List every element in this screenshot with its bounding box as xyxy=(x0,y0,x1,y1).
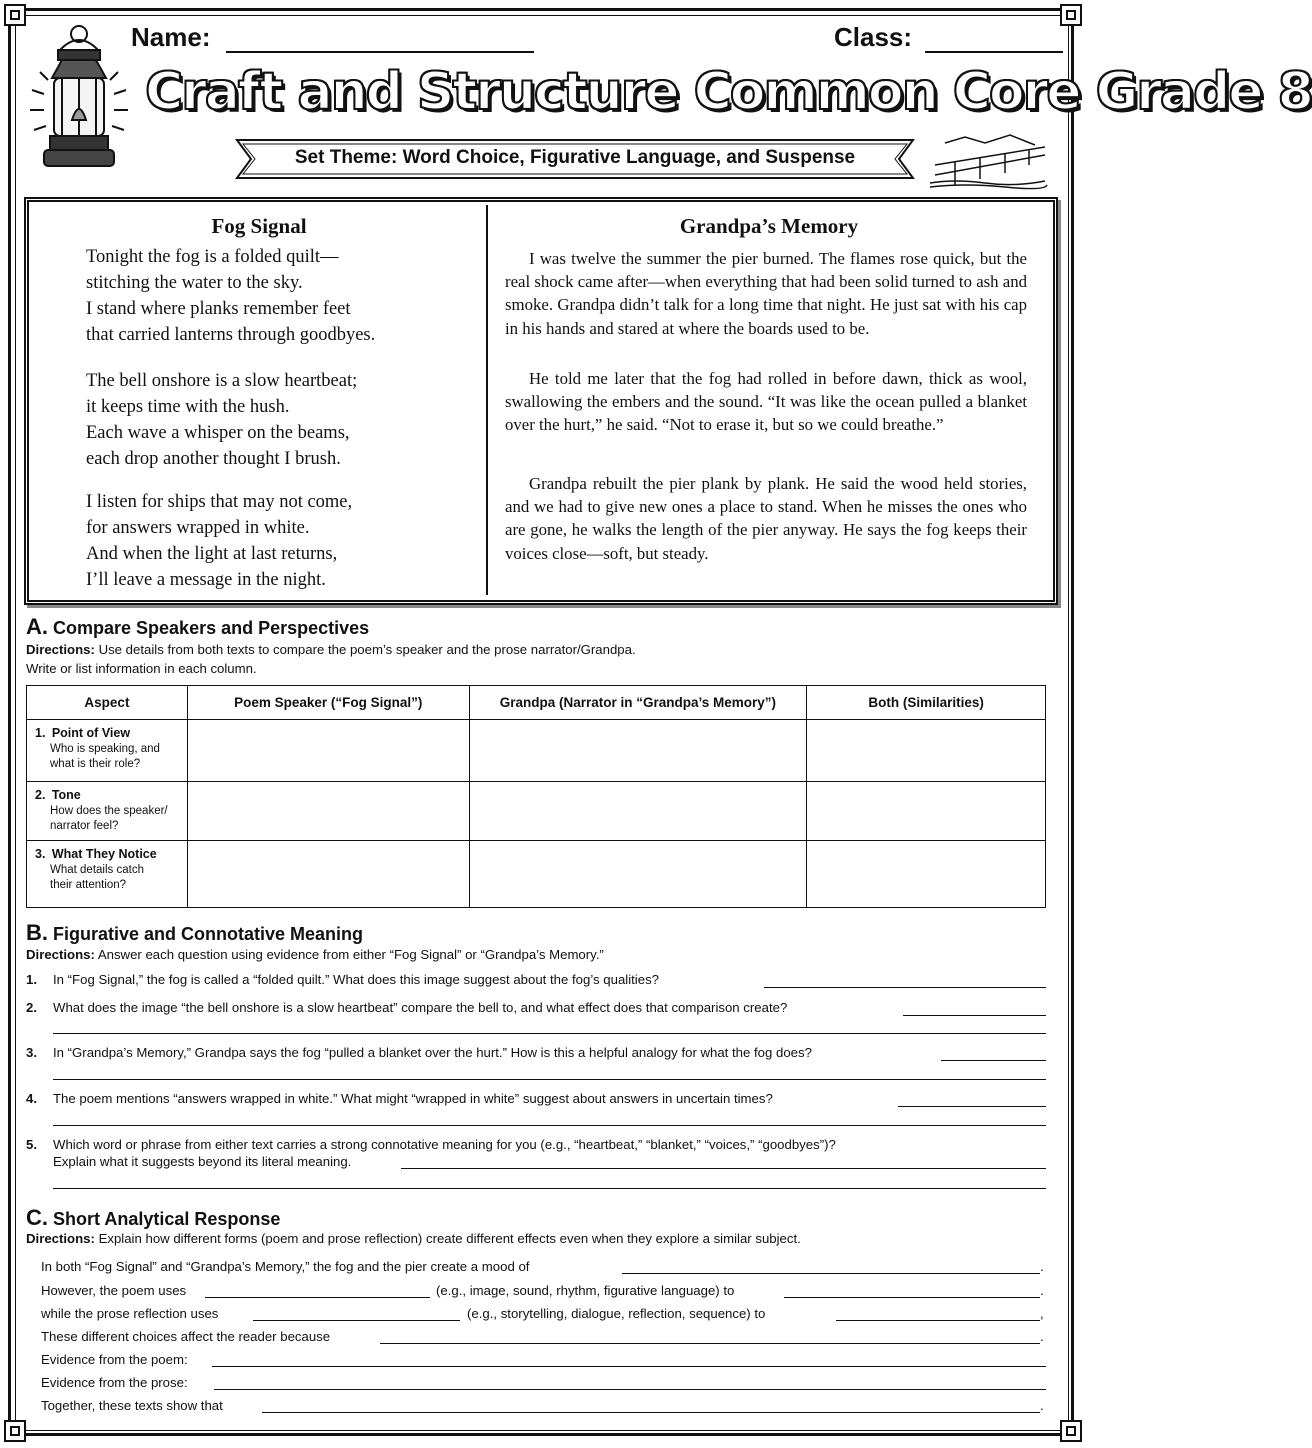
poem-stanza-1 xyxy=(86,244,375,348)
question-5-continued: Explain what it suggests beyond its literal meaning. xyxy=(53,1154,352,1169)
pier-icon xyxy=(925,125,1050,190)
theme-subtitle: Set Theme: Word Choice, Figurative Language, and Suspense xyxy=(294,147,856,168)
class-label: Class: xyxy=(834,22,913,52)
corner-ornament xyxy=(1060,1420,1082,1442)
punctuation: . xyxy=(1040,1398,1044,1413)
poem-line: Tonight the fog is a folded quilt— xyxy=(86,247,339,267)
class-line[interactable] xyxy=(925,51,1063,53)
answer-line[interactable] xyxy=(53,1188,1046,1189)
aspect-cell: 1. Point of View Who is speaking, and what is their role? xyxy=(27,720,188,782)
question-5: 5. Which word or phrase from either text carries a strong connotative meaning for you (e.g., “heartbeat,” “blanket,” “voices,” “goodbyes”)? xyxy=(26,1137,836,1152)
poem-line: it keeps time with the hush. xyxy=(86,397,290,417)
poem-line: I’ll leave a message in the night. xyxy=(86,570,326,590)
poem-line: And when the light at last returns, xyxy=(86,544,338,564)
poem-line: stitching the water to the sky. xyxy=(86,273,303,293)
column-header: Poem Speaker (“Fog Signal”) xyxy=(187,686,469,720)
aspect-cell: 2. Tone How does the speaker/ narrator feel? xyxy=(27,782,188,841)
page-title: Craft and Structure Common Core Grade 8 xyxy=(145,62,1312,122)
prose-title: Grandpa’s Memory xyxy=(679,214,859,238)
answer-cell[interactable] xyxy=(469,782,807,841)
poem-line: The bell onshore is a slow heartbeat; xyxy=(86,371,358,391)
prose-paragraph-2: He told me later that the fog had rolled in before dawn, thick as wool, swallowing the embers and the sound. “It was like the ocean pulled a blanket over the hurt,” he said. “Not to erase it, but so we could breathe.” xyxy=(505,369,1027,435)
answer-line[interactable] xyxy=(214,1389,1046,1390)
response-line-6: Evidence from the prose: xyxy=(41,1375,188,1390)
section-a-heading: A. Compare Speakers and Perspectives xyxy=(26,614,370,639)
answer-line[interactable] xyxy=(401,1168,1046,1169)
answer-line[interactable] xyxy=(380,1343,1040,1344)
poem-line: Each wave a whisper on the beams, xyxy=(86,423,350,443)
answer-line[interactable] xyxy=(53,1125,1046,1126)
prose-paragraph-3: Grandpa rebuilt the pier plank by plank. He said the wood held stories, and we had to give new ones a place to stand. When he misses the ones who are gone, he walks the length of the pier anyway. He says the fog keeps their voices close—soft, but steady. xyxy=(505,474,1027,563)
punctuation: . xyxy=(1040,1283,1044,1298)
name-field[interactable] xyxy=(131,22,534,53)
table-row xyxy=(27,841,1046,908)
response-line-3a: while the prose reflection uses xyxy=(41,1306,219,1321)
answer-line[interactable] xyxy=(836,1320,1040,1321)
section-c-heading: C. Short Analytical Response xyxy=(26,1205,281,1230)
poem-line: for answers wrapped in white. xyxy=(86,518,310,538)
corner-ornament xyxy=(1060,4,1082,26)
table-row xyxy=(27,720,1046,782)
lantern-icon xyxy=(22,20,137,180)
answer-cell[interactable] xyxy=(187,841,469,908)
aspect-cell: 3. What They Notice What details catch their attention? xyxy=(27,841,188,908)
answer-line[interactable] xyxy=(53,1033,1046,1034)
answer-line[interactable] xyxy=(903,1015,1046,1016)
section-c-directions: Directions: Explain how different forms (poem and prose reflection) create different effects even when they explore a similar subject. xyxy=(26,1231,801,1246)
answer-line[interactable] xyxy=(898,1106,1046,1107)
poem-stanza-3 xyxy=(86,489,352,593)
response-line-7: Together, these texts show that xyxy=(41,1398,223,1413)
response-line-1: In both “Fog Signal” and “Grandpa’s Memory,” the fog and the pier create a mood of xyxy=(41,1259,530,1274)
response-line-5: Evidence from the poem: xyxy=(41,1352,188,1367)
answer-cell[interactable] xyxy=(187,720,469,782)
poem-line: I stand where planks remember feet xyxy=(86,299,351,319)
poem-line: that carried lanterns through goodbyes. xyxy=(86,325,376,345)
punctuation: , xyxy=(1040,1306,1044,1321)
passage-divider xyxy=(486,205,488,595)
name-line[interactable] xyxy=(226,51,534,53)
answer-line[interactable] xyxy=(941,1060,1046,1061)
corner-ornament xyxy=(4,1420,26,1442)
question-1: 1. In “Fog Signal,” the fog is called a “folded quilt.” What does this image suggest about the fog’s qualities? xyxy=(26,972,660,987)
answer-cell[interactable] xyxy=(469,841,807,908)
poem-title: Fog Signal xyxy=(211,214,307,238)
column-header: Grandpa (Narrator in “Grandpa’s Memory”) xyxy=(469,686,807,720)
question-4: 4. The poem mentions “answers wrapped in white.” What might “wrapped in white” suggest about answers in uncertain times? xyxy=(26,1091,773,1106)
response-line-3b: (e.g., storytelling, dialogue, reflection, sequence) to xyxy=(467,1306,766,1321)
punctuation: . xyxy=(1040,1259,1044,1274)
name-label: Name: xyxy=(131,22,211,52)
section-a-directions: Directions: Use details from both texts to compare the poem’s speaker and the prose narrator/Grandpa. Write or list information in each column. xyxy=(26,642,636,676)
answer-cell[interactable] xyxy=(187,782,469,841)
answer-line[interactable] xyxy=(253,1320,460,1321)
section-b-directions: Directions: Answer each question using evidence from either “Fog Signal” or “Grandpa’s Memory.” xyxy=(26,947,604,962)
answer-cell[interactable] xyxy=(469,720,807,782)
poem-stanza-2 xyxy=(86,368,357,472)
class-field[interactable] xyxy=(834,22,1063,53)
answer-line[interactable] xyxy=(764,987,1046,988)
response-line-2a: However, the poem uses xyxy=(41,1283,187,1298)
answer-cell[interactable] xyxy=(807,841,1046,908)
answer-cell[interactable] xyxy=(807,720,1046,782)
poem-line: each drop another thought I brush. xyxy=(86,449,341,469)
answer-cell[interactable] xyxy=(807,782,1046,841)
response-line-4: These different choices affect the reader because xyxy=(41,1329,331,1344)
answer-line[interactable] xyxy=(622,1273,1040,1274)
table-row xyxy=(27,782,1046,841)
answer-line[interactable] xyxy=(205,1297,430,1298)
table-header-row xyxy=(27,686,1046,720)
answer-line[interactable] xyxy=(784,1297,1040,1298)
answer-line[interactable] xyxy=(212,1366,1046,1367)
prose-paragraph-1: I was twelve the summer the pier burned. The flames rose quick, but the real shock came after—when everything that had been solid turned to ash and smoke. Grandpa didn’t talk for a long time that night. He just sat with his cap in his hands and stared at where the boards used to be. xyxy=(505,249,1027,338)
comparison-table xyxy=(26,685,1046,908)
punctuation: . xyxy=(1040,1329,1044,1344)
answer-line[interactable] xyxy=(262,1412,1040,1413)
question-3: 3. In “Grandpa’s Memory,” Grandpa says the fog “pulled a blanket over the hurt.” How is this a helpful analogy for what the fog does? xyxy=(26,1045,812,1060)
column-header: Aspect xyxy=(27,686,188,720)
question-2: 2. What does the image “the bell onshore is a slow heartbeat” compare the bell to, and what effect does that comparison create? xyxy=(26,1000,788,1015)
response-line-2b: (e.g., image, sound, rhythm, figurative language) to xyxy=(436,1283,735,1298)
section-b-heading: B. Figurative and Connotative Meaning xyxy=(26,920,364,945)
poem-line: I listen for ships that may not come, xyxy=(86,492,353,512)
answer-line[interactable] xyxy=(53,1079,1046,1080)
column-header: Both (Similarities) xyxy=(807,686,1046,720)
